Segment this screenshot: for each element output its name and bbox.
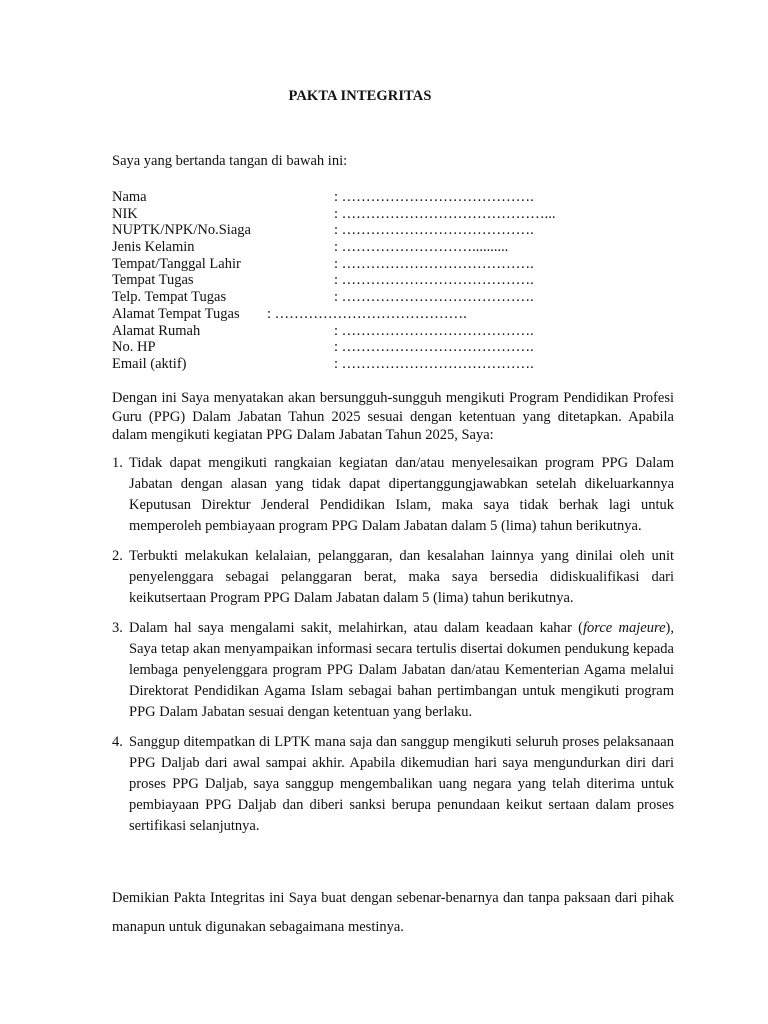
field-label: NUPTK/NPK/No.Siaga [112,222,251,239]
field-label: Nama [112,189,147,205]
field-label: Tempat Tugas [112,272,194,289]
field-label: Tempat/Tanggal Lahir [112,255,241,272]
field-label: Jenis Kelamin [112,239,195,256]
field-value: : ……………………….......... [334,239,509,256]
field-value: : …………………………………. [334,255,534,272]
field-value: : …………………………………. [334,272,534,289]
closing-paragraph: Demikian Pakta Integritas ini Saya buat dengan sebenar-benarnya dan tanpa paksaan dari pihak manapun untuk digunakan sebagaimana mestinya. [112,890,674,935]
list-item-number: 3. [112,620,123,636]
list-item-number: 1. [112,455,123,471]
commitment-list [112,453,674,846]
list-item-text-before: Dalam hal saya mengalami sakit, melahirkan, atau dalam keadaan kahar ( [129,620,583,636]
field-value: : ……………………………………... [334,205,556,222]
list-item-text-after: ), Saya tetap akan menyampaikan informasi secara tertulis disertai dokumen pendukung kepada lembaga penyelenggara program PPG Dalam Jabatan dan/atau Kementerian Agama melalui Direktorat Pendidikan Agama Islam sebagai bahan pertimbangan untuk mengikuti program PPG Dalam Jabatan sesuai dengan ketentuan yang berlaku. [129,620,674,720]
list-item-text: Tidak dapat mengikuti rangkaian kegiatan dan/atau menyelesaikan program PPG Dalam Jabatan dengan alasan yang tidak dapat dipertanggungjawabkan setelah dikeluarkannya Keputusan Direktur Jenderal Pendidikan Islam, maka saya tidak berhak lagi untuk memperoleh pembiayaan program PPG Dalam Jabatan dalam 5 (lima) tahun berikutnya. [129,455,674,534]
intro-text: Saya yang bertanda tangan di bawah ini: [112,153,348,169]
list-item-italic-term: force majeure [582,620,666,636]
document-title: PAKTA INTEGRITAS [288,88,432,104]
field-value: : …………………………………. [334,189,534,205]
list-item [112,618,674,723]
list-item-text: Sanggup ditempatkan di LPTK mana saja dan sanggup mengikuti seluruh proses pelaksanaan PPG Daljab dari awal sampai akhir. Apabila dikemudian hari saya mengundurkan diri dari proses PPG Daljab, saya sanggup mengembalikan uang negara yang telah diterima untuk pembiayaan PPG Daljab dan diberi sanksi berupa penundaan keikut sertaan dalam proses sertifikasi selanjutnya. [129,734,674,834]
field-label: Alamat Tempat Tugas [112,305,240,322]
field-label: Email (aktif) [112,355,187,372]
field-value: : …………………………………. [334,355,534,372]
statement-paragraph: Dengan ini Saya menyatakan akan bersungguh-sungguh mengikuti Program Pendidikan Profesi Guru (PPG) Dalam Jabatan Tahun 2025 sesuai dengan ketentuan yang ditetapkan. Apabila dalam mengikuti kegiatan PPG Dalam Jabatan Tahun 2025, Saya: [112,390,674,443]
field-label: NIK [112,205,138,222]
list-item-text: Terbukti melakukan kelalaian, pelanggaran, dan kesalahan lainnya yang dinilai oleh unit penyelenggara sebagai pelanggaran berat, maka saya bersedia didiskualifikasi dari keikutsertaan Program PPG Dalam Jabatan dalam 5 (lima) tahun berikutnya. [129,548,674,606]
field-value: : …………………………………. [334,222,534,239]
field-value: : …………………………………. [334,289,534,306]
field-value: : …………………………………. [334,339,534,356]
field-label: Alamat Rumah [112,322,201,339]
field-value: : …………………………………. [334,322,534,339]
field-value: : …………………………………. [267,305,467,322]
field-label: Telp. Tempat Tugas [112,289,227,306]
field-label: No. HP [112,339,156,356]
list-item [112,453,674,537]
list-item-number: 4. [112,734,123,750]
list-item [112,546,674,609]
list-item [112,732,674,837]
list-item-number: 2. [112,548,123,564]
